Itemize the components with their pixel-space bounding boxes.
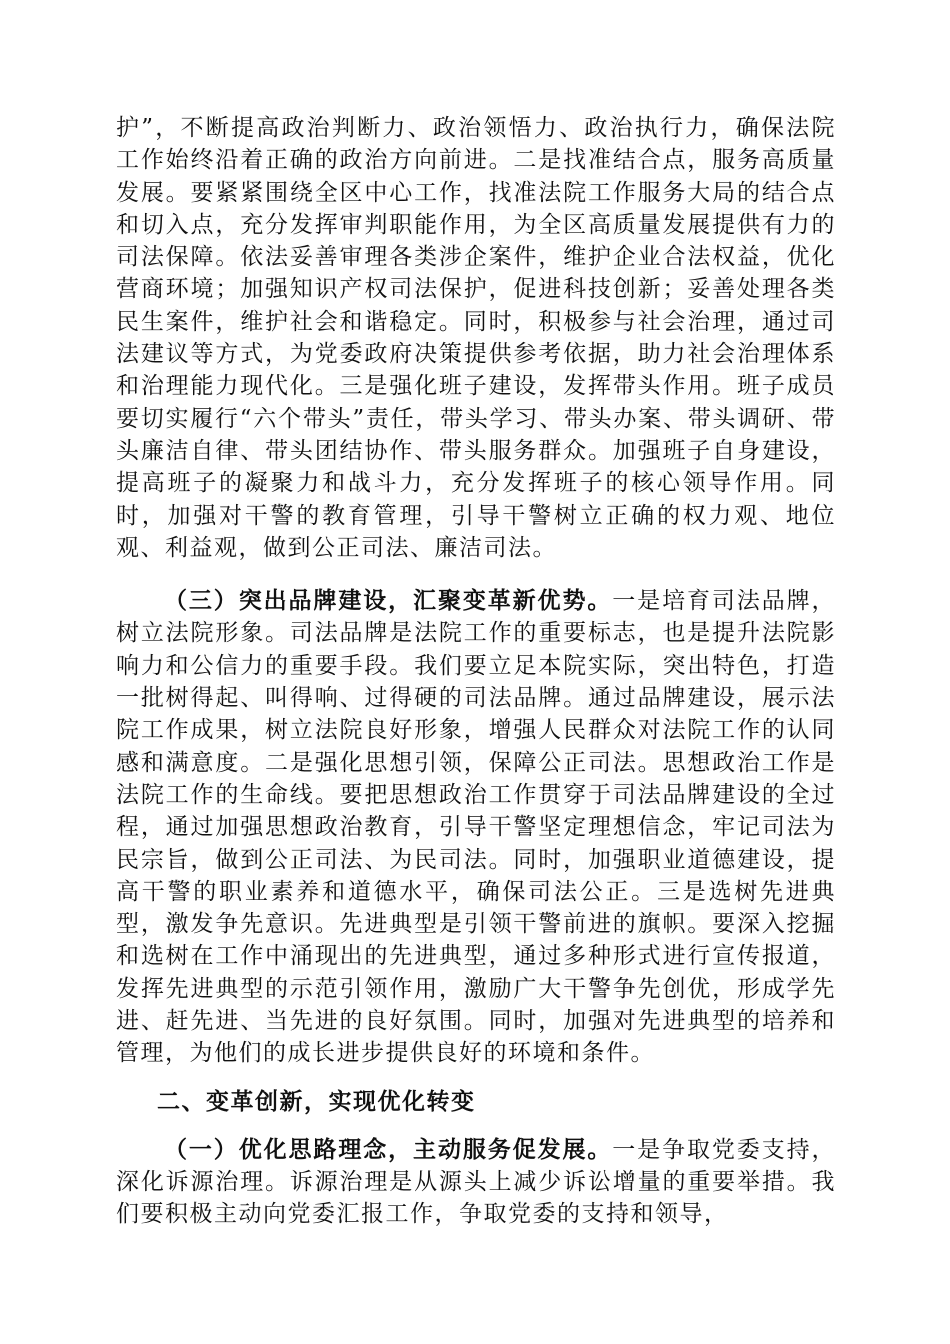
paragraph-heading: （一）优化思路理念，主动服务促发展。 <box>164 1135 613 1163</box>
paragraph-optimize-thinking <box>116 1134 836 1231</box>
paragraph-body: 一是争取党委支持，深化诉源治理。诉源治理是从源头上减少诉讼增量的重要举措。我们要积极主动向党委汇报工作，争取党委的支持和领导， <box>116 1136 837 1228</box>
document-page <box>116 112 836 1231</box>
paragraph-body: 一是培育司法品牌，树立法院形象。司法品牌是法院工作的重要标志，也是提升法院影响力和公信力的重要手段。我们要立足本院实际，突出特色，打造一批树得起、叫得响、过得硬的司法品牌。通过品牌建设，展示法院工作成果，树立法院良好形象，增强人民群众对法院工作的认同感和满意度。二是强化思想引领，保障公正司法。思想政治工作是法院工作的生命线。要把思想政治工作贯穿于司法品牌建设的全过程，通过加强思想政治教育，引导干警坚定理想信念，牢记司法为民宗旨，做到公正司法、为民司法。同时，加强职业道德建设，提高干警的职业素养和道德水平，确保司法公正。三是选树先进典型，激发争先意识。先进典型是引领干警前进的旗帜。要深入挖掘和选树在工作中涌现出的先进典型，通过多种形式进行宣传报道，发挥先进典型的示范引领作用，激励广大干警争先创优，形成学先进、赶先进、当先进的良好氛围。同时，加强对先进典型的培养和管理，为他们的成长进步提供良好的环境和条件。 <box>116 588 837 1067</box>
section-heading: 二、变革创新，实现优化转变 <box>157 1087 476 1115</box>
paragraph-brand-building <box>116 585 836 1069</box>
paragraph-heading: （三）突出品牌建设，汇聚变革新优势。 <box>164 587 613 615</box>
paragraph-continuation: 护”，不断提高政治判断力、政治领悟力、政治执行力，确保法院工作始终沿着正确的政治方向前进。二是找准结合点，服务高质量发展。要紧紧围绕全区中心工作，找准法院工作服务大局的结合点和切入点，充分发挥审判职能作用，为全区高质量发展提供有力的司法保障。依法妥善审理各类涉企案件，维护企业合法权益，优化营商环境；加强知识产权司法保护，促进科技创新；妥善处理各类民生案件，维护社会和谐稳定。同时，积极参与社会治理，通过司法建议等方式，为党委政府决策提供参考依据，助力社会治理体系和治理能力现代化。三是强化班子建设，发挥带头作用。班子成员要切实履行“六个带头”责任，带头学习、带头办案、带头调研、带头廉洁自律、带头团结协作、带头服务群众。加强班子自身建设，提高班子的凝聚力和战斗力，充分发挥班子的核心领导作用。同时，加强对干警的教育管理，引导干警树立正确的权力观、地位观、利益观，做到公正司法、廉洁司法。 <box>116 115 836 561</box>
